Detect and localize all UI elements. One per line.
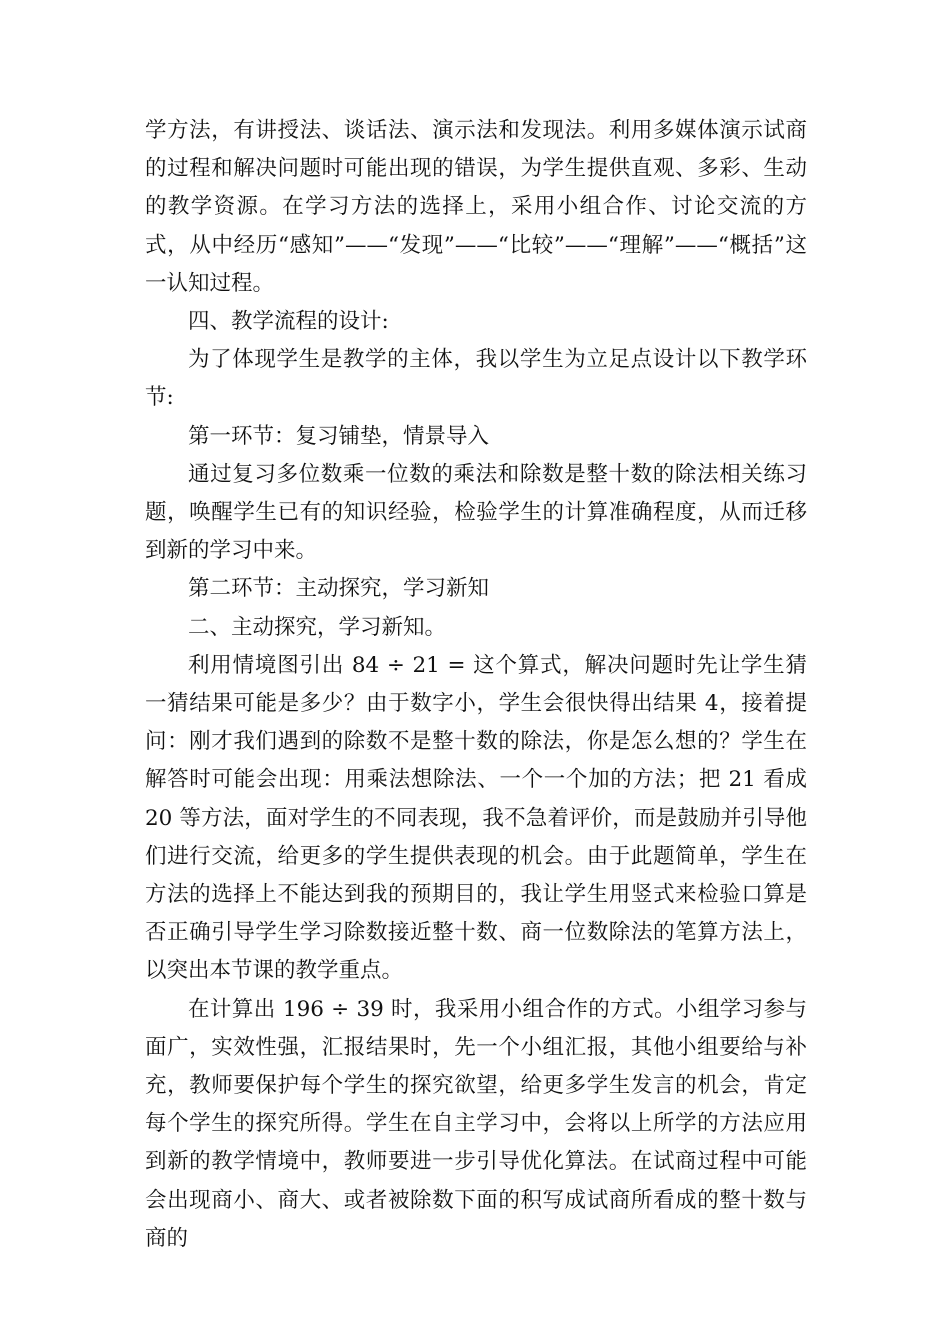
paragraph-stage-one: 通过复习多位数乘一位数的乘法和除数是整十数的除法相关练习题，唤醒学生已有的知识经验，检验学生的计算准确程度，从而迁移到新的学习中来。 bbox=[145, 461, 807, 564]
heading-stage-two: 第二环节：主动探究，学习新知 bbox=[188, 576, 490, 602]
paragraph-situation-example: 利用情境图引出 84 ÷ 21 = 这个算式，解决问题时先让学生猜一猜结果可能是多少？由于数字小，学生会很快得出结果 4，接着提问：刚才我们遇到的除数不是整十数的除法，你是怎么想的？学生在解答时可能会出现：用乘法想除法、一个一个加的方法；把 21 看成 20 等方法，面对学生的不同表现，我不急着评价，而是鼓励并引导他们进行交流，给更多的学生提供表现的机会。由于此题简单，学生在方法的选择上不能达到我的预期目的，我让学生用竖式来检验口算是否正确引导学生学习除数接近整十数、商一位数除法的笔算方法上，以突出本节课的教学重点。 bbox=[145, 652, 807, 984]
paragraph-group-cooperation: 在计算出 196 ÷ 39 时，我采用小组合作的方式。小组学习参与面广，实效性强，汇报结果时，先一个小组汇报，其他小组要给与补充，教师要保护每个学生的探究欲望，给更多学生发言的机会，肯定每个学生的探究所得。学生在自主学习中，会将以上所学的方法应用到新的教学情境中，教师要进一步引导优化算法。在试商过程中可能会出现商小、商大、或者被除数下面的积写成试商所看成的整十数与商的 bbox=[145, 996, 807, 1251]
heading-teaching-process-design: 四、教学流程的设计: bbox=[188, 309, 389, 335]
paragraph-process-intro: 为了体现学生是教学的主体，我以学生为立足点设计以下教学环节: bbox=[145, 347, 807, 411]
heading-section-two: 二、主动探究，学习新知。 bbox=[188, 614, 447, 640]
document-body bbox=[145, 112, 807, 1258]
heading-stage-one: 第一环节：复习铺垫，情景导入 bbox=[188, 423, 490, 449]
paragraph-teaching-methods: 学方法，有讲授法、谈话法、演示法和发现法。利用多媒体演示试商的过程和解决问题时可能出现的错误，为学生提供直观、多彩、生动的教学资源。在学习方法的选择上，采用小组合作、讨论交流的方式，从中经历“感知”——“发现”——“比较”——“理解”——“概括”这一认知过程。 bbox=[145, 118, 807, 296]
